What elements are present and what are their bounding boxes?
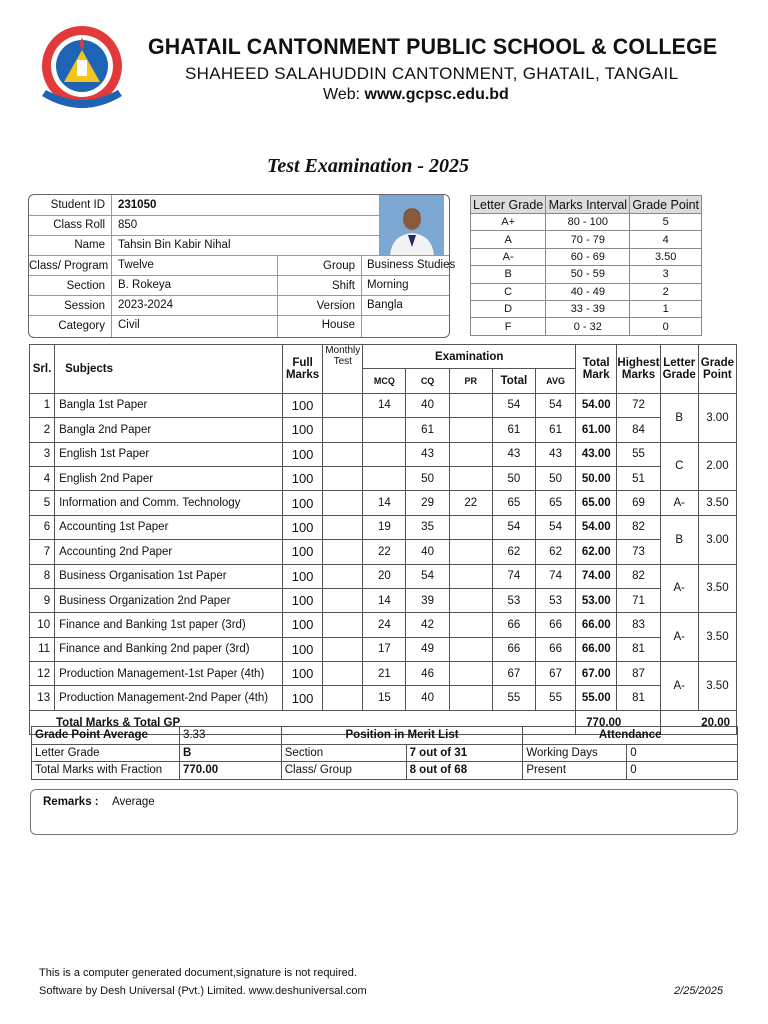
row-letter-grade: A- [660, 491, 698, 515]
row-avg: 66 [536, 613, 576, 637]
row-total-mark: 74.00 [576, 564, 617, 588]
row-letter-grade: A- [660, 564, 698, 613]
footer-software: Software by Desh Universal (Pvt.) Limited. www.deshuniversal.com [39, 985, 367, 997]
present-label: Present [523, 762, 627, 780]
row-srl: 6 [30, 515, 55, 539]
row-mcq: 20 [363, 564, 406, 588]
scale-cell: A- [471, 248, 546, 265]
school-name: GHATAIL CANTONMENT PUBLIC SCHOOL & COLLEGE [148, 34, 718, 59]
student-name-value: Tahsin Bin Kabir Nihal [118, 239, 231, 251]
scale-cell: 5 [630, 214, 702, 231]
row-full-marks: 100 [283, 418, 323, 442]
attendance-label: Attendance [523, 727, 738, 745]
table-row [30, 466, 737, 490]
row-pr [449, 686, 492, 710]
total-label: Total Marks & Total GP [30, 710, 576, 734]
row-srl: 2 [30, 418, 55, 442]
row-letter-grade: A- [660, 613, 698, 662]
scale-cell: A+ [471, 214, 546, 231]
scale-cell: 2 [630, 283, 702, 300]
scale-cell: 33 - 39 [546, 300, 630, 317]
row-srl: 8 [30, 564, 55, 588]
row-monthly [323, 442, 363, 466]
row-total: 65 [492, 491, 535, 515]
header-avg: AVG [536, 369, 576, 393]
table-row [30, 613, 737, 637]
table-row [30, 393, 737, 417]
row-mcq: 14 [363, 491, 406, 515]
row-cq: 61 [406, 418, 449, 442]
student-id-label: Student ID [50, 199, 105, 211]
row-monthly [323, 637, 363, 661]
section-value: B. Rokeya [118, 279, 172, 291]
scale-header-letter: Letter Grade [471, 196, 546, 214]
scale-cell: 60 - 69 [546, 248, 630, 265]
row-subject: Production Management-2nd Paper (4th) [55, 686, 283, 710]
header-mcq: MCQ [363, 369, 406, 393]
category-label: Category [58, 320, 105, 332]
gpa-label: Grade Point Average [32, 727, 180, 745]
scale-cell: 3.50 [630, 248, 702, 265]
row-mcq [363, 418, 406, 442]
row-highest: 73 [617, 540, 660, 564]
row-grade-point: 2.00 [698, 442, 736, 491]
row-cq: 40 [406, 686, 449, 710]
row-srl: 1 [30, 393, 55, 417]
row-total-mark: 54.00 [576, 393, 617, 417]
category-value: Civil [118, 319, 140, 331]
row-highest: 87 [617, 662, 660, 686]
summary-table [31, 726, 738, 780]
row-cq: 42 [406, 613, 449, 637]
row-avg: 50 [536, 466, 576, 490]
row-total: 43 [492, 442, 535, 466]
row-total: 74 [492, 564, 535, 588]
row-highest: 72 [617, 393, 660, 417]
class-roll-label: Class Roll [53, 219, 105, 231]
row-monthly [323, 515, 363, 539]
header-total-mark: Total Mark [576, 345, 617, 394]
scale-cell: 80 - 100 [546, 214, 630, 231]
row-srl: 13 [30, 686, 55, 710]
table-row [30, 491, 737, 515]
row-cq: 50 [406, 466, 449, 490]
row-cq: 49 [406, 637, 449, 661]
table-row [30, 564, 737, 588]
table-row [30, 442, 737, 466]
row-subject: English 2nd Paper [55, 466, 283, 490]
row-full-marks: 100 [283, 564, 323, 588]
table-row [30, 418, 737, 442]
row-total-mark: 54.00 [576, 515, 617, 539]
class-program-label: Class/ Program [29, 260, 109, 272]
row-cq: 43 [406, 442, 449, 466]
row-highest: 81 [617, 637, 660, 661]
header-highest-marks: Highest Marks [617, 345, 660, 394]
scale-header-interval: Marks Interval [546, 196, 630, 214]
row-letter-grade: C [660, 442, 698, 491]
row-subject: Finance and Banking 1st paper (3rd) [55, 613, 283, 637]
total-fraction-value: 770.00 [179, 762, 281, 780]
row-subject: Information and Comm. Technology [55, 491, 283, 515]
row-pr [449, 588, 492, 612]
student-photo [380, 195, 444, 255]
row-pr [449, 466, 492, 490]
footer-note: This is a computer generated document,signature is not required. [39, 967, 357, 979]
row-total-mark: 66.00 [576, 637, 617, 661]
version-value: Bangla [367, 299, 403, 311]
group-position-value: 8 out of 68 [406, 762, 523, 780]
row-subject: Accounting 1st Paper [55, 515, 283, 539]
row-cq: 46 [406, 662, 449, 686]
scale-cell: F [471, 318, 546, 335]
row-subject: Finance and Banking 2nd paper (3rd) [55, 637, 283, 661]
scale-cell: 40 - 49 [546, 283, 630, 300]
total-fraction-label: Total Marks with Fraction [32, 762, 180, 780]
row-total: 66 [492, 613, 535, 637]
row-highest: 84 [617, 418, 660, 442]
header-examination: Examination [363, 345, 576, 369]
header-full-marks: Full Marks [283, 345, 323, 394]
scale-cell: 1 [630, 300, 702, 317]
row-total: 67 [492, 662, 535, 686]
row-pr [449, 418, 492, 442]
row-mcq [363, 466, 406, 490]
row-monthly [323, 418, 363, 442]
row-total: 53 [492, 588, 535, 612]
row-monthly [323, 686, 363, 710]
row-total-mark: 66.00 [576, 613, 617, 637]
footer-date: 2/25/2025 [674, 985, 723, 997]
row-cq: 54 [406, 564, 449, 588]
scale-header-point: Grade Point [630, 196, 702, 214]
merit-list-label: Position in Merit List [281, 727, 523, 745]
row-monthly [323, 393, 363, 417]
row-avg: 53 [536, 588, 576, 612]
row-subject: English 1st Paper [55, 442, 283, 466]
group-position-label: Class/ Group [281, 762, 406, 780]
row-grade-point: 3.50 [698, 613, 736, 662]
scale-cell: C [471, 283, 546, 300]
web-label: Web: [323, 86, 361, 103]
row-full-marks: 100 [283, 686, 323, 710]
row-highest: 71 [617, 588, 660, 612]
row-cq: 29 [406, 491, 449, 515]
row-full-marks: 100 [283, 540, 323, 564]
row-subject: Bangla 2nd Paper [55, 418, 283, 442]
row-full-marks: 100 [283, 515, 323, 539]
marks-table [29, 344, 737, 735]
row-total: 61 [492, 418, 535, 442]
exam-title: Test Examination - 2025 [266, 155, 470, 177]
row-mcq: 14 [363, 393, 406, 417]
shift-label: Shift [331, 280, 355, 292]
row-monthly [323, 540, 363, 564]
row-mcq: 22 [363, 540, 406, 564]
row-highest: 82 [617, 515, 660, 539]
row-total: 62 [492, 540, 535, 564]
row-full-marks: 100 [283, 466, 323, 490]
row-grade-point: 3.50 [698, 564, 736, 613]
row-subject: Business Organisation 1st Paper [55, 564, 283, 588]
row-total-mark: 50.00 [576, 466, 617, 490]
web-url[interactable]: www.gcpsc.edu.bd [364, 86, 509, 103]
row-highest: 55 [617, 442, 660, 466]
row-grade-point: 3.50 [698, 662, 736, 711]
scale-cell: 50 - 59 [546, 266, 630, 283]
row-full-marks: 100 [283, 637, 323, 661]
row-srl: 7 [30, 540, 55, 564]
header-srl: Srl. [30, 345, 55, 394]
table-row [30, 540, 737, 564]
row-mcq: 14 [363, 588, 406, 612]
row-avg: 54 [536, 515, 576, 539]
section-position-value: 7 out of 31 [406, 744, 523, 762]
table-row [30, 662, 737, 686]
session-label: Session [64, 300, 105, 312]
row-pr [449, 662, 492, 686]
row-total-mark: 61.00 [576, 418, 617, 442]
row-full-marks: 100 [283, 491, 323, 515]
row-monthly [323, 491, 363, 515]
row-avg: 43 [536, 442, 576, 466]
row-avg: 67 [536, 662, 576, 686]
row-mcq [363, 442, 406, 466]
header-pr: PR [449, 369, 492, 393]
scale-cell: 4 [630, 231, 702, 248]
header-total: Total [492, 369, 535, 393]
row-monthly [323, 466, 363, 490]
header-letter-grade: Letter Grade [660, 345, 698, 394]
total-marks-value: 770.00 [576, 710, 661, 734]
row-grade-point: 3.00 [698, 393, 736, 442]
table-row [30, 515, 737, 539]
header-cq: CQ [406, 369, 449, 393]
row-monthly [323, 662, 363, 686]
row-avg: 55 [536, 686, 576, 710]
row-monthly [323, 588, 363, 612]
row-mcq: 15 [363, 686, 406, 710]
shift-value: Morning [367, 279, 409, 291]
scale-cell: A [471, 231, 546, 248]
row-srl: 4 [30, 466, 55, 490]
school-website [323, 86, 509, 104]
row-full-marks: 100 [283, 662, 323, 686]
class-roll-value: 850 [118, 219, 138, 231]
row-srl: 11 [30, 637, 55, 661]
table-row [30, 686, 737, 710]
row-grade-point: 3.50 [698, 491, 736, 515]
row-pr [449, 613, 492, 637]
row-srl: 3 [30, 442, 55, 466]
version-label: Version [316, 300, 355, 312]
row-full-marks: 100 [283, 442, 323, 466]
row-avg: 65 [536, 491, 576, 515]
scale-cell: B [471, 266, 546, 283]
row-highest: 83 [617, 613, 660, 637]
row-total: 54 [492, 515, 535, 539]
row-pr [449, 393, 492, 417]
row-avg: 54 [536, 393, 576, 417]
row-srl: 10 [30, 613, 55, 637]
row-pr: 22 [449, 491, 492, 515]
row-mcq: 21 [363, 662, 406, 686]
row-pr [449, 515, 492, 539]
row-subject: Bangla 1st Paper [55, 393, 283, 417]
gpa-value: 3.33 [179, 727, 281, 745]
remarks-label: Remarks : [43, 796, 99, 808]
row-avg: 61 [536, 418, 576, 442]
row-subject: Production Management-1st Paper (4th) [55, 662, 283, 686]
working-days-value: 0 [627, 744, 738, 762]
school-address: SHAHEED SALAHUDDIN CANTONMENT, GHATAIL, TANGAIL [185, 64, 679, 83]
school-logo [34, 24, 134, 116]
row-total: 55 [492, 686, 535, 710]
row-grade-point: 3.00 [698, 515, 736, 564]
row-cq: 40 [406, 540, 449, 564]
scale-cell: 3 [630, 266, 702, 283]
letter-grade-label: Letter Grade [32, 744, 180, 762]
row-subject: Business Organization 2nd Paper [55, 588, 283, 612]
row-letter-grade: B [660, 515, 698, 564]
row-subject: Accounting 2nd Paper [55, 540, 283, 564]
total-gp-value: 20.00 [660, 710, 736, 734]
group-label: Group [323, 260, 355, 272]
row-cq: 35 [406, 515, 449, 539]
row-cq: 39 [406, 588, 449, 612]
row-full-marks: 100 [283, 613, 323, 637]
student-id-value: 231050 [118, 199, 157, 211]
scale-cell: 0 - 32 [546, 318, 630, 335]
row-letter-grade: B [660, 393, 698, 442]
scale-cell: 0 [630, 318, 702, 335]
header-subjects: Subjects [55, 345, 283, 394]
section-label: Section [66, 280, 105, 292]
row-monthly [323, 564, 363, 588]
row-total: 66 [492, 637, 535, 661]
row-pr [449, 637, 492, 661]
row-pr [449, 540, 492, 564]
header-grade-point: Grade Point [698, 345, 736, 394]
row-mcq: 24 [363, 613, 406, 637]
row-total-mark: 53.00 [576, 588, 617, 612]
row-total-mark: 55.00 [576, 686, 617, 710]
row-total: 54 [492, 393, 535, 417]
house-label: House [321, 319, 355, 331]
row-letter-grade: A- [660, 662, 698, 711]
row-highest: 51 [617, 466, 660, 490]
row-srl: 9 [30, 588, 55, 612]
table-row [30, 588, 737, 612]
grade-scale-table [470, 195, 702, 336]
working-days-label: Working Days [523, 744, 627, 762]
row-total-mark: 62.00 [576, 540, 617, 564]
row-total-mark: 65.00 [576, 491, 617, 515]
scale-cell: D [471, 300, 546, 317]
present-value: 0 [627, 762, 738, 780]
table-row [30, 637, 737, 661]
row-highest: 81 [617, 686, 660, 710]
section-position-label: Section [281, 744, 406, 762]
session-value: 2023-2024 [118, 299, 173, 311]
row-srl: 12 [30, 662, 55, 686]
name-label: Name [74, 239, 105, 251]
letter-grade-value: B [179, 744, 281, 762]
row-mcq: 19 [363, 515, 406, 539]
row-total: 50 [492, 466, 535, 490]
row-srl: 5 [30, 491, 55, 515]
header-monthly-test: Monthly Test [323, 345, 363, 394]
row-total-mark: 67.00 [576, 662, 617, 686]
row-pr [449, 442, 492, 466]
row-cq: 40 [406, 393, 449, 417]
row-full-marks: 100 [283, 588, 323, 612]
row-highest: 69 [617, 491, 660, 515]
row-avg: 66 [536, 637, 576, 661]
group-value: Business Studies [367, 259, 456, 271]
scale-cell: 70 - 79 [546, 231, 630, 248]
row-avg: 74 [536, 564, 576, 588]
remarks-value: Average [112, 796, 155, 808]
row-avg: 62 [536, 540, 576, 564]
row-total-mark: 43.00 [576, 442, 617, 466]
row-pr [449, 564, 492, 588]
class-program-value: Twelve [118, 259, 154, 271]
row-highest: 82 [617, 564, 660, 588]
row-mcq: 17 [363, 637, 406, 661]
row-monthly [323, 613, 363, 637]
row-full-marks: 100 [283, 393, 323, 417]
